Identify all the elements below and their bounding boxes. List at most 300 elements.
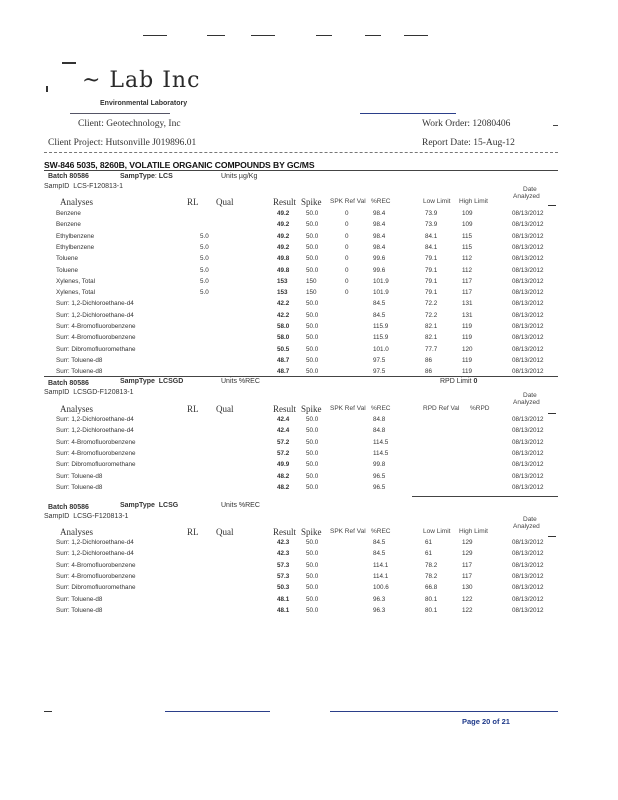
cell-spike: 50.0: [306, 255, 319, 263]
cell-analyte: Surr: Toluene-d8: [56, 606, 103, 614]
cell-rec: 98.4: [373, 243, 386, 251]
cell-result: 42.3: [277, 550, 290, 558]
client-project-line: Client Project: Hutsonville J019896.01: [48, 138, 197, 148]
cell-analyte: Surr: 4-Bromofluorobenzene: [56, 561, 136, 569]
cell-rec: 98.4: [373, 221, 386, 229]
cell-analyte: Surr: 4-Bromofluorobenzene: [56, 323, 136, 330]
header-rule: [44, 152, 558, 153]
cell-low: 73.9: [425, 221, 438, 229]
cell-high: 117: [462, 289, 473, 297]
cell-analyte: Surr: Toluene-d8: [56, 368, 103, 376]
sampid-label: SampID LCSG-F120813-1: [44, 513, 129, 520]
cell-date: 08/13/2012: [512, 483, 544, 491]
company-logo: ~ Lab Inc: [82, 68, 201, 93]
table-row: [0, 344, 618, 355]
spkref-col-head: SPK Ref Val: [330, 198, 366, 205]
cell-analyte: Benzene: [56, 210, 81, 217]
cell-high: 109: [462, 221, 473, 229]
sampid-label: SampID LCSGD-F120813-1: [44, 389, 134, 396]
work-order-line: Work Order: 12080406: [422, 119, 511, 129]
cell-result: 48.7: [277, 368, 290, 376]
cell-analyte: Toluene: [56, 255, 79, 263]
top-dash: [251, 35, 275, 36]
units-label: Units µg/Kg: [221, 173, 258, 180]
cell-date: 08/13/2012: [512, 539, 544, 546]
cell-analyte: Surr: Toluene-d8: [56, 356, 103, 364]
cell-rec: 101.9: [373, 277, 389, 285]
analyzed-col-head: Analyzed: [513, 523, 540, 530]
spike-col-head: Spike: [301, 404, 322, 414]
batch-section-lcsg: [0, 502, 618, 617]
rpd-col-head: %RPD: [470, 405, 490, 412]
analyses-col-head: Analyses: [60, 197, 93, 207]
sampid-label: SampID LCS-F120813-1: [44, 183, 123, 190]
qual-col-head: Qual: [216, 197, 234, 207]
cell-spike: 50.0: [306, 345, 319, 353]
table-row: [0, 242, 618, 253]
cell-analyte: Surr: 1,2-Dichloroethane-d4: [56, 427, 134, 435]
cell-analyte: Xylenes, Total: [56, 289, 96, 297]
cell-spike: 50.0: [306, 300, 319, 308]
cell-high: 112: [462, 266, 473, 274]
cell-low: 82.1: [425, 323, 438, 330]
table-row: [0, 310, 618, 321]
cell-low: 79.1: [425, 289, 438, 297]
rpdref-col-head: RPD Ref Val: [423, 405, 460, 412]
cell-rec: 84.8: [373, 416, 386, 423]
cell-rec: 84.5: [373, 311, 386, 319]
rec-col-head: %REC: [371, 198, 391, 205]
cell-high: 119: [462, 356, 473, 364]
cell-result: 153: [277, 277, 288, 285]
cell-analyte: Surr: 1,2-Dichloroethane-d4: [56, 416, 134, 423]
cell-rec: 84.8: [373, 427, 386, 435]
client-line: Client: Geotechnology, Inc: [78, 119, 181, 129]
rpd-limit: RPD Limit 0: [440, 378, 478, 385]
cell-result: 50.3: [277, 584, 290, 592]
cell-date: 08/13/2012: [512, 221, 544, 229]
cell-low: 86: [425, 356, 433, 364]
cell-spike: 50.0: [306, 334, 319, 342]
cell-low: 79.1: [425, 255, 438, 263]
cell-spike: 50.0: [306, 606, 319, 614]
table-row: [0, 265, 618, 276]
cell-result: 42.2: [277, 311, 290, 319]
cell-rec: 84.5: [373, 539, 386, 546]
cell-high: 115: [462, 232, 473, 240]
rl-col-head: RL: [187, 197, 199, 207]
cell-analyte: Surr: 1,2-Dichloroethane-d4: [56, 311, 134, 319]
cell-date: 08/13/2012: [512, 289, 544, 297]
cell-spike: 50.0: [306, 232, 319, 240]
cell-result: 42.4: [277, 416, 290, 423]
cell-date: 08/13/2012: [512, 472, 544, 480]
logo-dash: [62, 62, 76, 64]
result-col-head: Result: [273, 527, 297, 537]
cell-analyte: Surr: Dibromofluoromethane: [56, 461, 136, 469]
cell-rl: 5.0: [200, 289, 209, 297]
cell-rec: 101.9: [373, 289, 389, 297]
cell-result: 49.2: [277, 232, 290, 240]
cell-spike: 50.0: [306, 561, 319, 569]
cell-spike: 50.0: [306, 416, 319, 423]
cell-result: 153: [277, 289, 288, 297]
cell-result: 57.3: [277, 572, 290, 580]
cell-rec: 101.0: [373, 345, 389, 353]
batch-label: Batch 80586: [48, 173, 89, 180]
qual-col-head: Qual: [216, 404, 234, 414]
table-row: [0, 560, 618, 571]
table-row: [0, 231, 618, 242]
cell-low: 78.2: [425, 572, 438, 580]
table-row: [0, 605, 618, 616]
cell-high: 112: [462, 255, 473, 263]
lowlimit-col-head: Low Limit: [423, 198, 451, 205]
cell-rec: 97.5: [373, 368, 386, 376]
cell-low: 72.2: [425, 311, 438, 319]
cell-analyte: Surr: Dibromofluoromethane: [56, 345, 136, 353]
cell-rec: 114.5: [373, 449, 389, 457]
cell-rec: 114.1: [373, 572, 389, 580]
cell-high: 109: [462, 210, 473, 217]
result-col-head: Result: [273, 404, 297, 414]
method-title: SW-846 5035, 8260B, VOLATILE ORGANIC COMPOUNDS BY GC/MS: [44, 160, 315, 170]
cell-date: 08/13/2012: [512, 427, 544, 435]
spkref-col-head: SPK Ref Val: [330, 405, 366, 412]
cell-low: 61: [425, 550, 433, 558]
cell-ref: 0: [345, 210, 349, 217]
cell-date: 08/13/2012: [512, 572, 544, 580]
footer-mark: [44, 711, 52, 712]
table-row: [0, 287, 618, 298]
cell-high: 129: [462, 539, 473, 546]
cell-date: 08/13/2012: [512, 449, 544, 457]
cell-analyte: Xylenes, Total: [56, 277, 96, 285]
cell-high: 120: [462, 345, 473, 353]
footer-blue-rule: [165, 711, 270, 712]
cell-rec: 96.3: [373, 606, 386, 614]
cell-analyte: Surr: 1,2-Dichloroethane-d4: [56, 550, 134, 558]
cell-low: 80.1: [425, 595, 438, 603]
cell-date: 08/13/2012: [512, 606, 544, 614]
report-date-line: Report Date: 15-Aug-12: [422, 138, 515, 148]
cell-rec: 114.5: [373, 438, 389, 446]
table-row: [0, 355, 618, 366]
table-row: [0, 482, 618, 493]
spkref-col-head: SPK Ref Val: [330, 528, 366, 535]
cell-high: 117: [462, 561, 473, 569]
table-row: [0, 321, 618, 332]
cell-rec: 115.9: [373, 323, 389, 330]
cell-date: 08/13/2012: [512, 277, 544, 285]
cell-date: 08/13/2012: [512, 255, 544, 263]
batch-label: Batch 80586: [48, 380, 89, 387]
cell-spike: 50.0: [306, 483, 319, 491]
cell-result: 50.5: [277, 345, 290, 353]
cell-date: 08/13/2012: [512, 416, 544, 423]
cell-low: 77.7: [425, 345, 438, 353]
table-row: [0, 537, 618, 548]
cell-ref: 0: [345, 243, 349, 251]
cell-result: 49.9: [277, 461, 290, 469]
table-row: [0, 425, 618, 436]
page-number: Page 20 of 21: [462, 717, 510, 726]
cell-low: 80.1: [425, 606, 438, 614]
header-blue-rule: [360, 113, 456, 114]
client-name: Geotechnology, Inc: [106, 119, 181, 129]
table-row: [0, 276, 618, 287]
result-col-head: Result: [273, 197, 297, 207]
cell-result: 42.3: [277, 539, 290, 546]
cell-result: 57.3: [277, 561, 290, 569]
batch-label: Batch 80586: [48, 504, 89, 511]
cell-rec: 100.6: [373, 584, 389, 592]
cell-result: 48.1: [277, 595, 290, 603]
cell-rec: 84.5: [373, 550, 386, 558]
cell-result: 49.2: [277, 210, 290, 217]
cell-date: 08/13/2012: [512, 356, 544, 364]
cell-rec: 114.1: [373, 561, 389, 569]
batch-section-lcs: [0, 173, 618, 376]
cell-high: 119: [462, 368, 473, 376]
cell-result: 48.2: [277, 472, 290, 480]
cell-spike: 50.0: [306, 427, 319, 435]
date-col-head: Date: [523, 186, 537, 193]
date-col-head: Date: [523, 392, 537, 399]
cell-result: 42.2: [277, 300, 290, 308]
cell-date: 08/13/2012: [512, 561, 544, 569]
section-rule: [44, 170, 558, 171]
cell-high: 129: [462, 550, 473, 558]
cell-result: 49.2: [277, 243, 290, 251]
analyses-col-head: Analyses: [60, 404, 93, 414]
cell-low: 72.2: [425, 300, 438, 308]
rl-col-head: RL: [187, 527, 199, 537]
cell-low: 73.9: [425, 210, 438, 217]
footer-blue-rule: [330, 711, 558, 712]
cell-rec: 97.5: [373, 356, 386, 364]
table-row: [0, 219, 618, 230]
table-row: [0, 208, 618, 219]
cell-spike: 50.0: [306, 243, 319, 251]
cell-spike: 50.0: [306, 461, 319, 469]
cell-result: 58.0: [277, 334, 290, 342]
cell-spike: 50.0: [306, 449, 319, 457]
rec-col-head: %REC: [371, 528, 391, 535]
spike-col-head: Spike: [301, 527, 322, 537]
head-mark: [548, 205, 556, 206]
cell-result: 49.8: [277, 266, 290, 274]
cell-high: 122: [462, 595, 473, 603]
cell-result: 49.2: [277, 221, 290, 229]
spike-col-head: Spike: [301, 197, 322, 207]
cell-spike: 50.0: [306, 472, 319, 480]
top-dash: [316, 35, 332, 36]
work-order-number: 12080406: [472, 119, 511, 129]
cell-rec: 98.4: [373, 232, 386, 240]
cell-analyte: Surr: 4-Bromofluorobenzene: [56, 334, 136, 342]
table-row: [0, 471, 618, 482]
client-project: Hutsonville J019896.01: [105, 138, 197, 148]
cell-analyte: Surr: Toluene-d8: [56, 483, 103, 491]
cell-analyte: Ethylbenzene: [56, 243, 95, 251]
cell-analyte: Benzene: [56, 221, 81, 229]
cell-date: 08/13/2012: [512, 438, 544, 446]
section-rule: [44, 376, 558, 377]
cell-spike: 50.0: [306, 210, 319, 217]
table-row: [0, 548, 618, 559]
cell-analyte: Surr: Toluene-d8: [56, 595, 103, 603]
cell-rl: 5.0: [200, 266, 209, 274]
cell-high: 131: [462, 311, 473, 319]
cell-rl: 5.0: [200, 243, 209, 251]
lowlimit-col-head: Low Limit: [423, 528, 451, 535]
top-dash: [207, 35, 225, 36]
cell-ref: 0: [345, 266, 349, 274]
cell-low: 66.8: [425, 584, 438, 592]
rec-col-head: %REC: [371, 405, 391, 412]
cell-date: 08/13/2012: [512, 461, 544, 469]
cell-high: 119: [462, 334, 473, 342]
table-row: [0, 332, 618, 343]
cell-date: 08/13/2012: [512, 584, 544, 592]
cell-rec: 96.5: [373, 483, 386, 491]
cell-date: 08/13/2012: [512, 210, 544, 217]
table-row: [0, 253, 618, 264]
table-row: [0, 437, 618, 448]
samptype-label: SampType LCSG: [120, 502, 179, 509]
cell-result: 57.2: [277, 449, 290, 457]
table-row: [0, 414, 618, 425]
cell-rec: 96.3: [373, 595, 386, 603]
cell-date: 08/13/2012: [512, 334, 544, 342]
cell-low: 79.1: [425, 266, 438, 274]
cell-result: 57.2: [277, 438, 290, 446]
cell-spike: 50.0: [306, 572, 319, 580]
cell-result: 49.8: [277, 255, 290, 263]
cell-high: 122: [462, 606, 473, 614]
cell-low: 61: [425, 539, 433, 546]
cell-ref: 0: [345, 232, 349, 240]
cell-spike: 50.0: [306, 595, 319, 603]
cell-spike: 50.0: [306, 539, 319, 546]
cell-rec: 96.5: [373, 472, 386, 480]
cell-date: 08/13/2012: [512, 595, 544, 603]
cell-spike: 50.0: [306, 356, 319, 364]
cell-ref: 0: [345, 221, 349, 229]
batch-section-lcsgd: [0, 378, 618, 493]
cell-high: 130: [462, 584, 473, 592]
analyses-col-head: Analyses: [60, 527, 93, 537]
cell-analyte: Surr: Dibromofluoromethane: [56, 584, 136, 592]
cell-spike: 50.0: [306, 550, 319, 558]
cell-result: 48.2: [277, 483, 290, 491]
table-row: [0, 448, 618, 459]
cell-date: 08/13/2012: [512, 232, 544, 240]
cell-low: 84.1: [425, 243, 438, 251]
cell-analyte: Surr: 1,2-Dichloroethane-d4: [56, 300, 134, 308]
cell-low: 82.1: [425, 334, 438, 342]
highlimit-col-head: High Limit: [459, 528, 488, 535]
cell-rec: 98.4: [373, 210, 386, 217]
highlimit-col-head: High Limit: [459, 198, 488, 205]
cell-date: 08/13/2012: [512, 243, 544, 251]
top-dash: [404, 35, 428, 36]
cell-result: 48.7: [277, 356, 290, 364]
margin-mark: [553, 125, 558, 126]
cell-rl: 5.0: [200, 255, 209, 263]
cell-rl: 5.0: [200, 232, 209, 240]
cell-high: 119: [462, 323, 473, 330]
cell-rec: 99.6: [373, 266, 386, 274]
section-rule: [412, 496, 558, 497]
top-dash: [143, 35, 167, 36]
cell-rec: 99.8: [373, 461, 386, 469]
cell-date: 08/13/2012: [512, 368, 544, 376]
cell-rec: 115.9: [373, 334, 389, 342]
cell-analyte: Surr: 1,2-Dichloroethane-d4: [56, 539, 134, 546]
cell-low: 84.1: [425, 232, 438, 240]
cell-date: 08/13/2012: [512, 550, 544, 558]
date-col-head: Date: [523, 516, 537, 523]
cell-date: 08/13/2012: [512, 311, 544, 319]
cell-analyte: Surr: Toluene-d8: [56, 472, 103, 480]
cell-spike: 50.0: [306, 311, 319, 319]
cell-result: 42.4: [277, 427, 290, 435]
table-row: [0, 594, 618, 605]
cell-date: 08/13/2012: [512, 266, 544, 274]
cell-spike: 50.0: [306, 584, 319, 592]
units-label: Units %REC: [221, 502, 260, 509]
cell-result: 48.1: [277, 606, 290, 614]
analyzed-col-head: Analyzed: [513, 193, 540, 200]
units-label: Units %REC: [221, 378, 260, 385]
cell-ref: 0: [345, 255, 349, 263]
cell-high: 115: [462, 243, 473, 251]
table-row: [0, 298, 618, 309]
cell-spike: 150: [306, 289, 317, 297]
samptype-label: SampType: LCS: [120, 173, 173, 180]
cell-spike: 150: [306, 277, 317, 285]
cell-spike: 50.0: [306, 368, 319, 376]
cell-spike: 50.0: [306, 266, 319, 274]
rl-col-head: RL: [187, 404, 199, 414]
cell-analyte: Toluene: [56, 266, 79, 274]
top-dash: [365, 35, 381, 36]
cell-low: 79.1: [425, 277, 438, 285]
cell-result: 58.0: [277, 323, 290, 330]
cell-analyte: Ethylbenzene: [56, 232, 95, 240]
cell-date: 08/13/2012: [512, 323, 544, 330]
cell-spike: 50.0: [306, 221, 319, 229]
cell-high: 131: [462, 300, 473, 308]
cell-high: 117: [462, 277, 473, 285]
cell-date: 08/13/2012: [512, 300, 544, 308]
table-row: [0, 571, 618, 582]
cell-ref: 0: [345, 277, 349, 285]
cell-rec: 99.6: [373, 255, 386, 263]
samptype-label: SampType LCSGD: [120, 378, 184, 385]
table-row: [0, 459, 618, 470]
cell-spike: 50.0: [306, 323, 319, 330]
logo-subtitle: Environmental Laboratory: [100, 100, 188, 107]
cell-date: 08/13/2012: [512, 345, 544, 353]
cell-low: 78.2: [425, 561, 438, 569]
qual-col-head: Qual: [216, 527, 234, 537]
cell-analyte: Surr: 4-Bromofluorobenzene: [56, 449, 136, 457]
logo-underline: [70, 113, 170, 114]
cell-spike: 50.0: [306, 438, 319, 446]
